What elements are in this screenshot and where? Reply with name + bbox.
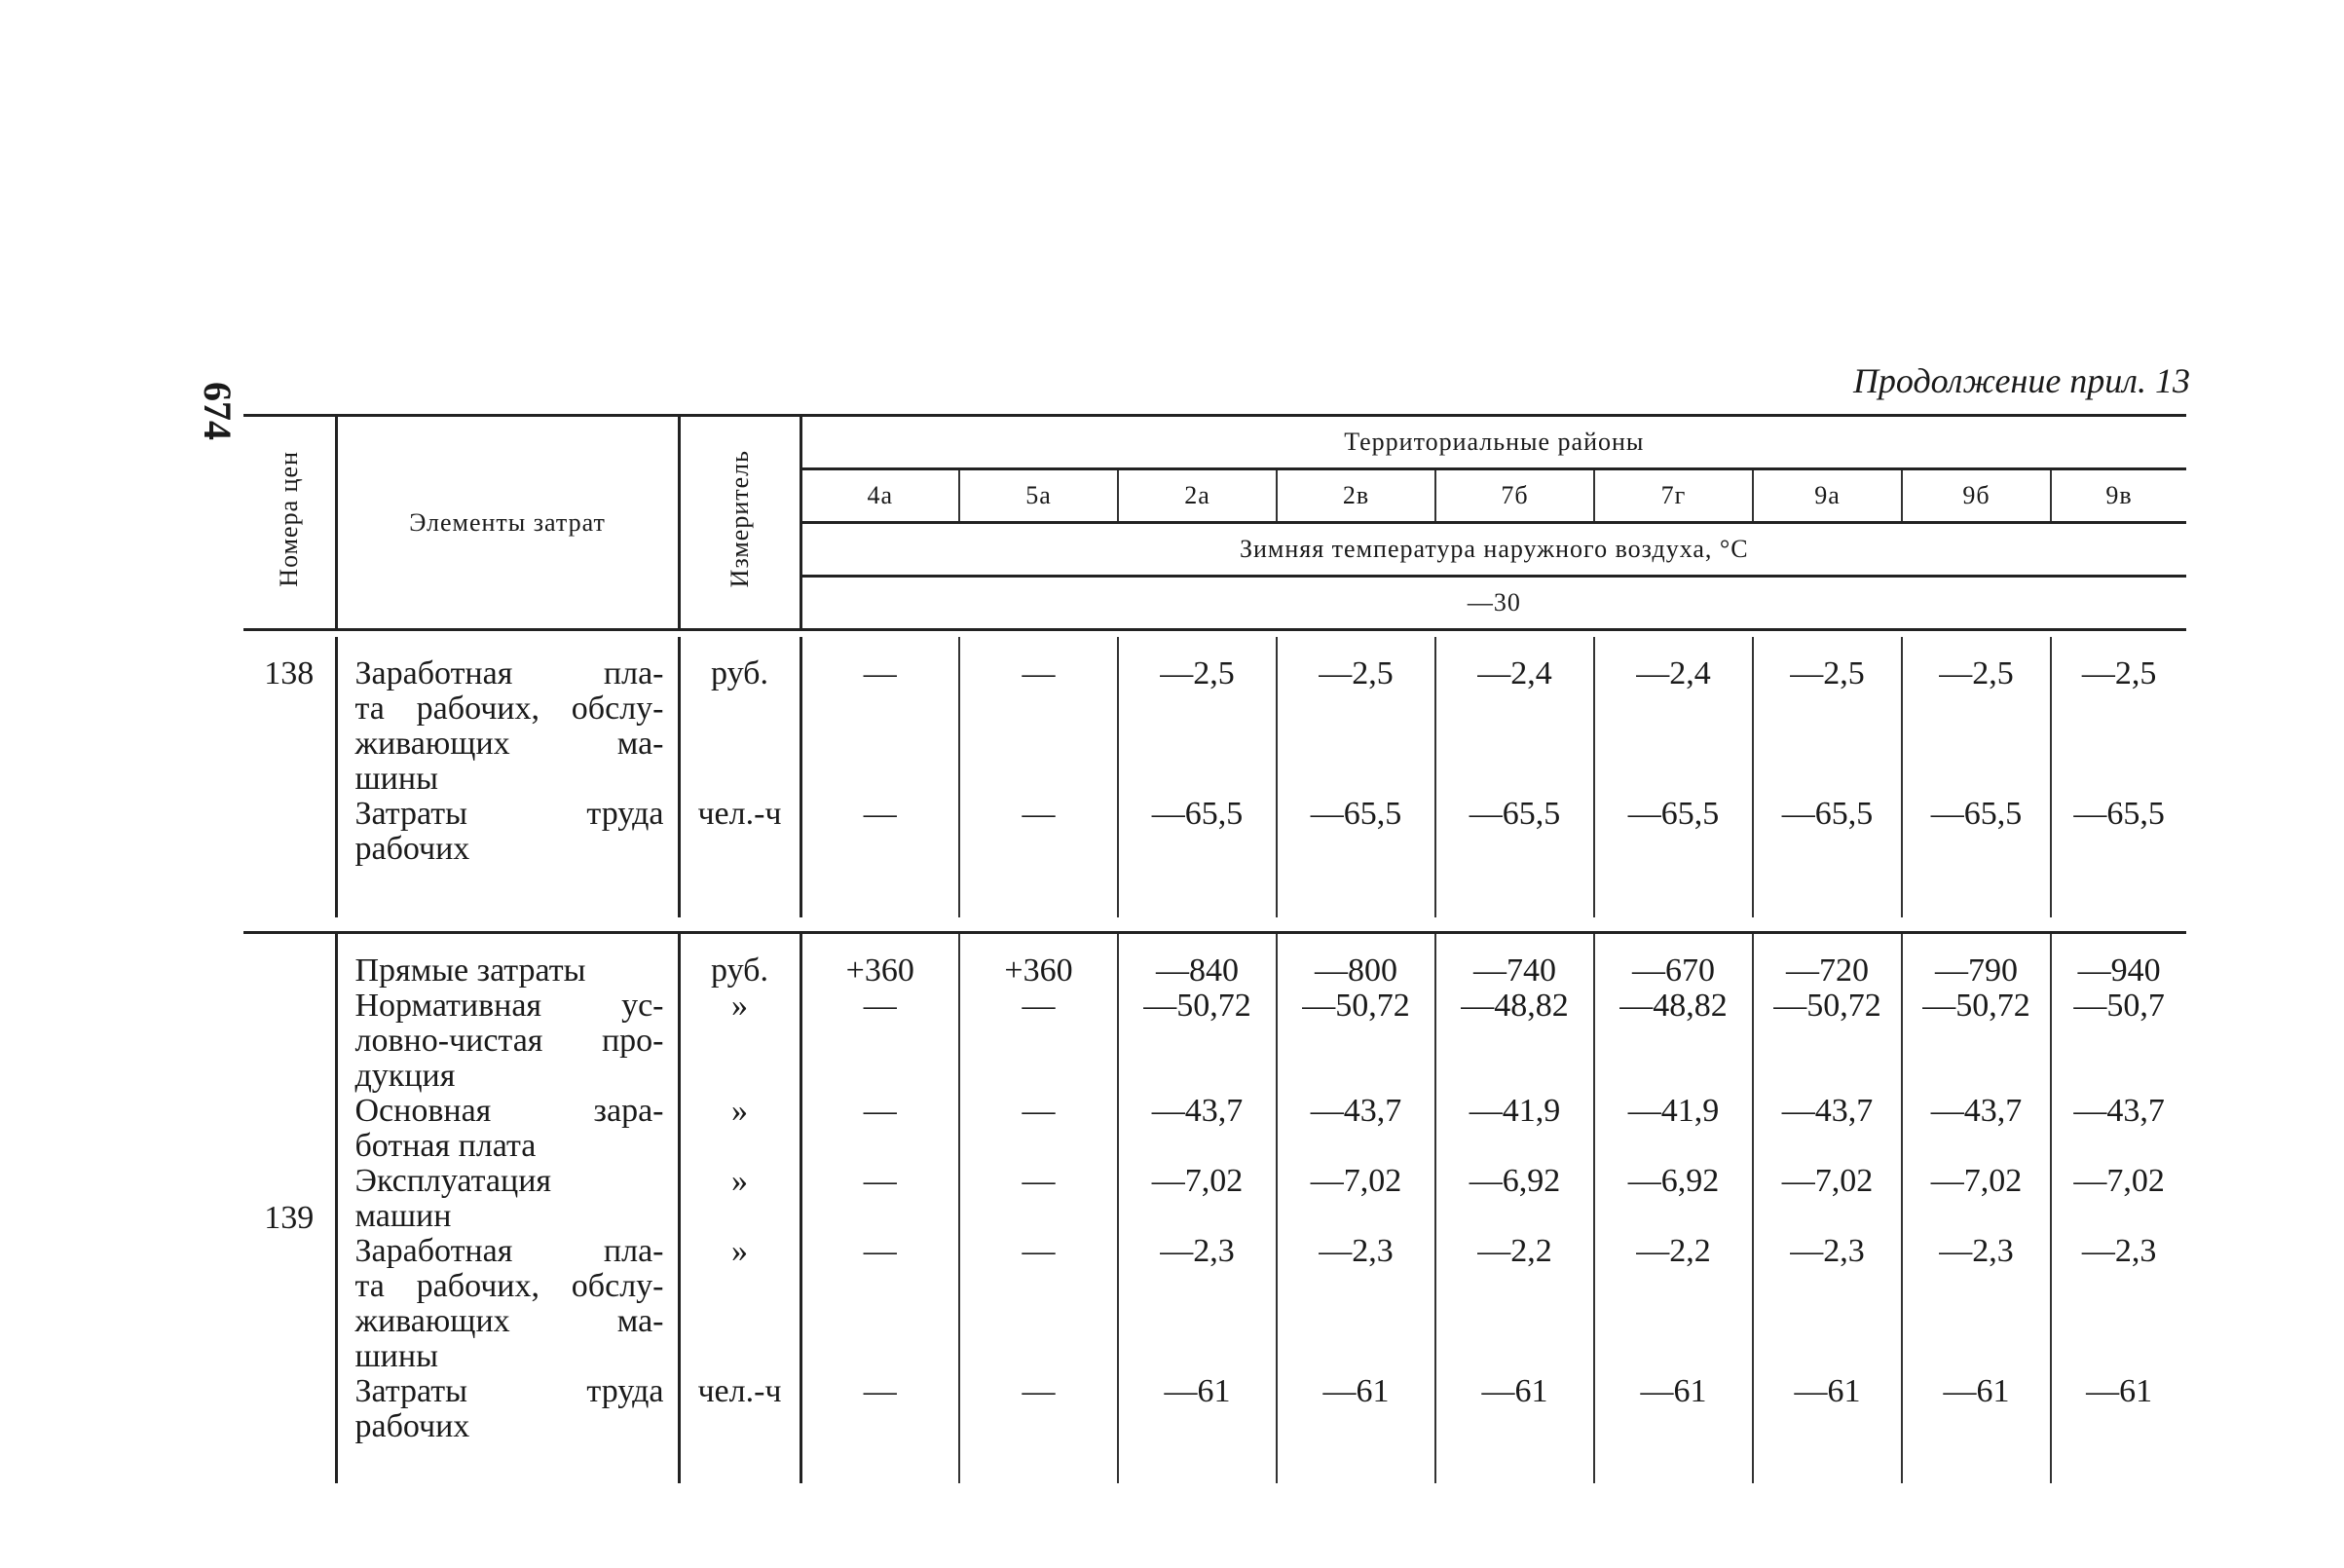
element-text: Заработная пла- [354,1233,664,1269]
value-text: —670 [1632,952,1715,989]
value-text: —2,3 [1939,1233,2014,1269]
element-text: та рабочих, обслу- [354,1268,664,1304]
value-cell [800,933,959,1484]
value-cell [959,933,1118,1484]
district-header: 9б [1902,469,2051,523]
continuation-caption: Продолжение прил. 13 [1852,361,2190,400]
value-cell [1902,637,2051,917]
value-text: —790 [1935,952,2018,989]
value-text: — [1022,1373,1056,1409]
value-text: — [863,988,897,1024]
value-text: — [863,1373,897,1409]
value-text: —61 [1481,1373,1548,1409]
value-text: —65,5 [1930,796,2023,832]
district-header: 4а [800,469,959,523]
district-header: 9а [1753,469,1902,523]
value-text: —50,72 [1922,988,2030,1024]
value-text: —720 [1786,952,1869,989]
header-number: Номера цен [274,451,303,587]
value-text: —43,7 [2073,1093,2165,1129]
element-text: рабочих [354,1408,470,1444]
cost-table [243,414,2186,1483]
value-text: —6,92 [1627,1163,1720,1199]
value-text: —2,5 [2081,655,2157,691]
value-text: —43,7 [1930,1093,2023,1129]
table-row [243,933,2186,1484]
value-text: —50,7 [2073,988,2165,1024]
value-cell [1435,933,1594,1484]
value-text: +360 [845,952,914,989]
value-text: — [863,796,897,832]
element-text: шины [354,1338,438,1374]
district-header: 7б [1435,469,1594,523]
header-elements: Элементы затрат [336,416,679,630]
element-text: Затраты труда [354,796,664,832]
value-text: —61 [1943,1373,2010,1409]
value-text: —2,3 [1790,1233,1865,1269]
value-text: —940 [2077,952,2161,989]
value-text: —61 [1640,1373,1707,1409]
value-text: — [863,655,897,691]
elements-cell [336,933,679,1484]
value-cell [1118,933,1277,1484]
value-cell [1118,637,1277,917]
value-cell [2051,933,2186,1484]
value-text: —7,02 [1930,1163,2023,1199]
element-text: дукция [354,1058,456,1094]
value-text: —2,3 [1319,1233,1394,1269]
value-text: —48,82 [1619,988,1728,1024]
header-temperature: Зимняя температура наружного воздуха, °С [800,523,2186,577]
value-text: —65,5 [2073,796,2165,832]
value-text: — [1022,1233,1056,1269]
element-text: машин [354,1198,452,1234]
value-cell [1277,933,1435,1484]
price-number: 139 [264,1200,315,1236]
element-text: Прямые затраты [354,952,586,989]
value-text: —61 [1322,1373,1390,1409]
element-text: та рабочих, обслу- [354,691,664,727]
table-row [243,637,2186,917]
value-text: —41,9 [1469,1093,1561,1129]
value-text: —7,02 [1781,1163,1874,1199]
value-text: —2,5 [1790,655,1865,691]
unit-text: » [731,1163,748,1199]
value-text: —65,5 [1627,796,1720,832]
unit-text: чел.-ч [697,1373,782,1409]
value-text: —61 [1164,1373,1231,1409]
value-text: —7,02 [2073,1163,2165,1199]
district-header: 5а [959,469,1118,523]
value-text: —61 [2086,1373,2153,1409]
value-text: —65,5 [1781,796,1874,832]
element-text: Эксплуатация [354,1163,552,1199]
district-header: 2а [1118,469,1277,523]
value-text: —840 [1156,952,1239,989]
value-text: —7,02 [1310,1163,1402,1199]
value-text: —2,4 [1477,655,1552,691]
value-text: — [863,1233,897,1269]
element-text: Затраты труда [354,1373,664,1409]
table-header [243,416,2186,630]
value-text: —61 [1794,1373,1861,1409]
header-temperature-value: —30 [800,577,2186,630]
element-text: Заработная пла- [354,655,664,691]
value-text: +360 [1004,952,1073,989]
value-text: —65,5 [1469,796,1561,832]
element-text: Нормативная ус- [354,988,664,1024]
value-text: —43,7 [1781,1093,1874,1129]
unit-cell [679,933,800,1484]
value-cell [1435,637,1594,917]
page-number: 674 [196,382,241,440]
unit-text: руб. [711,952,768,989]
value-text: — [1022,1163,1056,1199]
value-text: —50,72 [1773,988,1881,1024]
value-text: —6,92 [1469,1163,1561,1199]
unit-text: чел.-ч [697,796,782,832]
elements-cell [336,637,679,917]
district-header: 9в [2051,469,2186,523]
element-text: рабочих [354,831,470,867]
element-text: живающих ма- [354,726,664,762]
value-text: —2,5 [1160,655,1235,691]
value-text: — [1022,988,1056,1024]
unit-text: » [731,1093,748,1129]
value-cell [1753,933,1902,1484]
value-cell [1277,637,1435,917]
value-cell [2051,637,2186,917]
district-header: 7г [1594,469,1753,523]
value-text: —7,02 [1151,1163,1244,1199]
value-text: —41,9 [1627,1093,1720,1129]
value-text: —50,72 [1302,988,1410,1024]
value-text: — [863,1163,897,1199]
value-cell [1753,637,1902,917]
header-unit: Измеритель [725,450,754,588]
element-text: ловно-чистая про- [354,1023,664,1059]
header-territorial: Территориальные районы [800,416,2186,469]
unit-text: руб. [711,655,768,691]
value-text: —740 [1473,952,1556,989]
value-text: — [863,1093,897,1129]
header-unit-cell [679,416,800,630]
value-text: —2,4 [1636,655,1711,691]
value-text: — [1022,1093,1056,1129]
element-text: Основная зара- [354,1093,664,1129]
value-text: —2,2 [1477,1233,1552,1269]
unit-text: » [731,1233,748,1269]
value-cell [800,637,959,917]
value-text: —65,5 [1151,796,1244,832]
value-text: —2,3 [1160,1233,1235,1269]
value-text: — [1022,655,1056,691]
district-header: 2в [1277,469,1435,523]
value-text: —65,5 [1310,796,1402,832]
value-cell [1594,637,1753,917]
value-text: —2,3 [2081,1233,2157,1269]
value-text: —50,72 [1143,988,1251,1024]
value-text: —2,5 [1319,655,1394,691]
value-cell [959,637,1118,917]
value-text: —43,7 [1151,1093,1244,1129]
price-number: 138 [264,655,315,691]
value-cell [1594,933,1753,1484]
element-text: шины [354,761,438,797]
value-text: —43,7 [1310,1093,1402,1129]
table-body [243,630,2186,1484]
value-text: — [1022,796,1056,832]
value-text: —2,5 [1939,655,2014,691]
element-text: ботная плата [354,1128,537,1164]
value-cell [1902,933,2051,1484]
value-text: —800 [1315,952,1397,989]
value-text: —2,2 [1636,1233,1711,1269]
element-text: живающих ма- [354,1303,664,1339]
header-number-cell [243,416,336,630]
unit-cell [679,637,800,917]
unit-text: » [731,988,748,1024]
value-text: —48,82 [1461,988,1569,1024]
